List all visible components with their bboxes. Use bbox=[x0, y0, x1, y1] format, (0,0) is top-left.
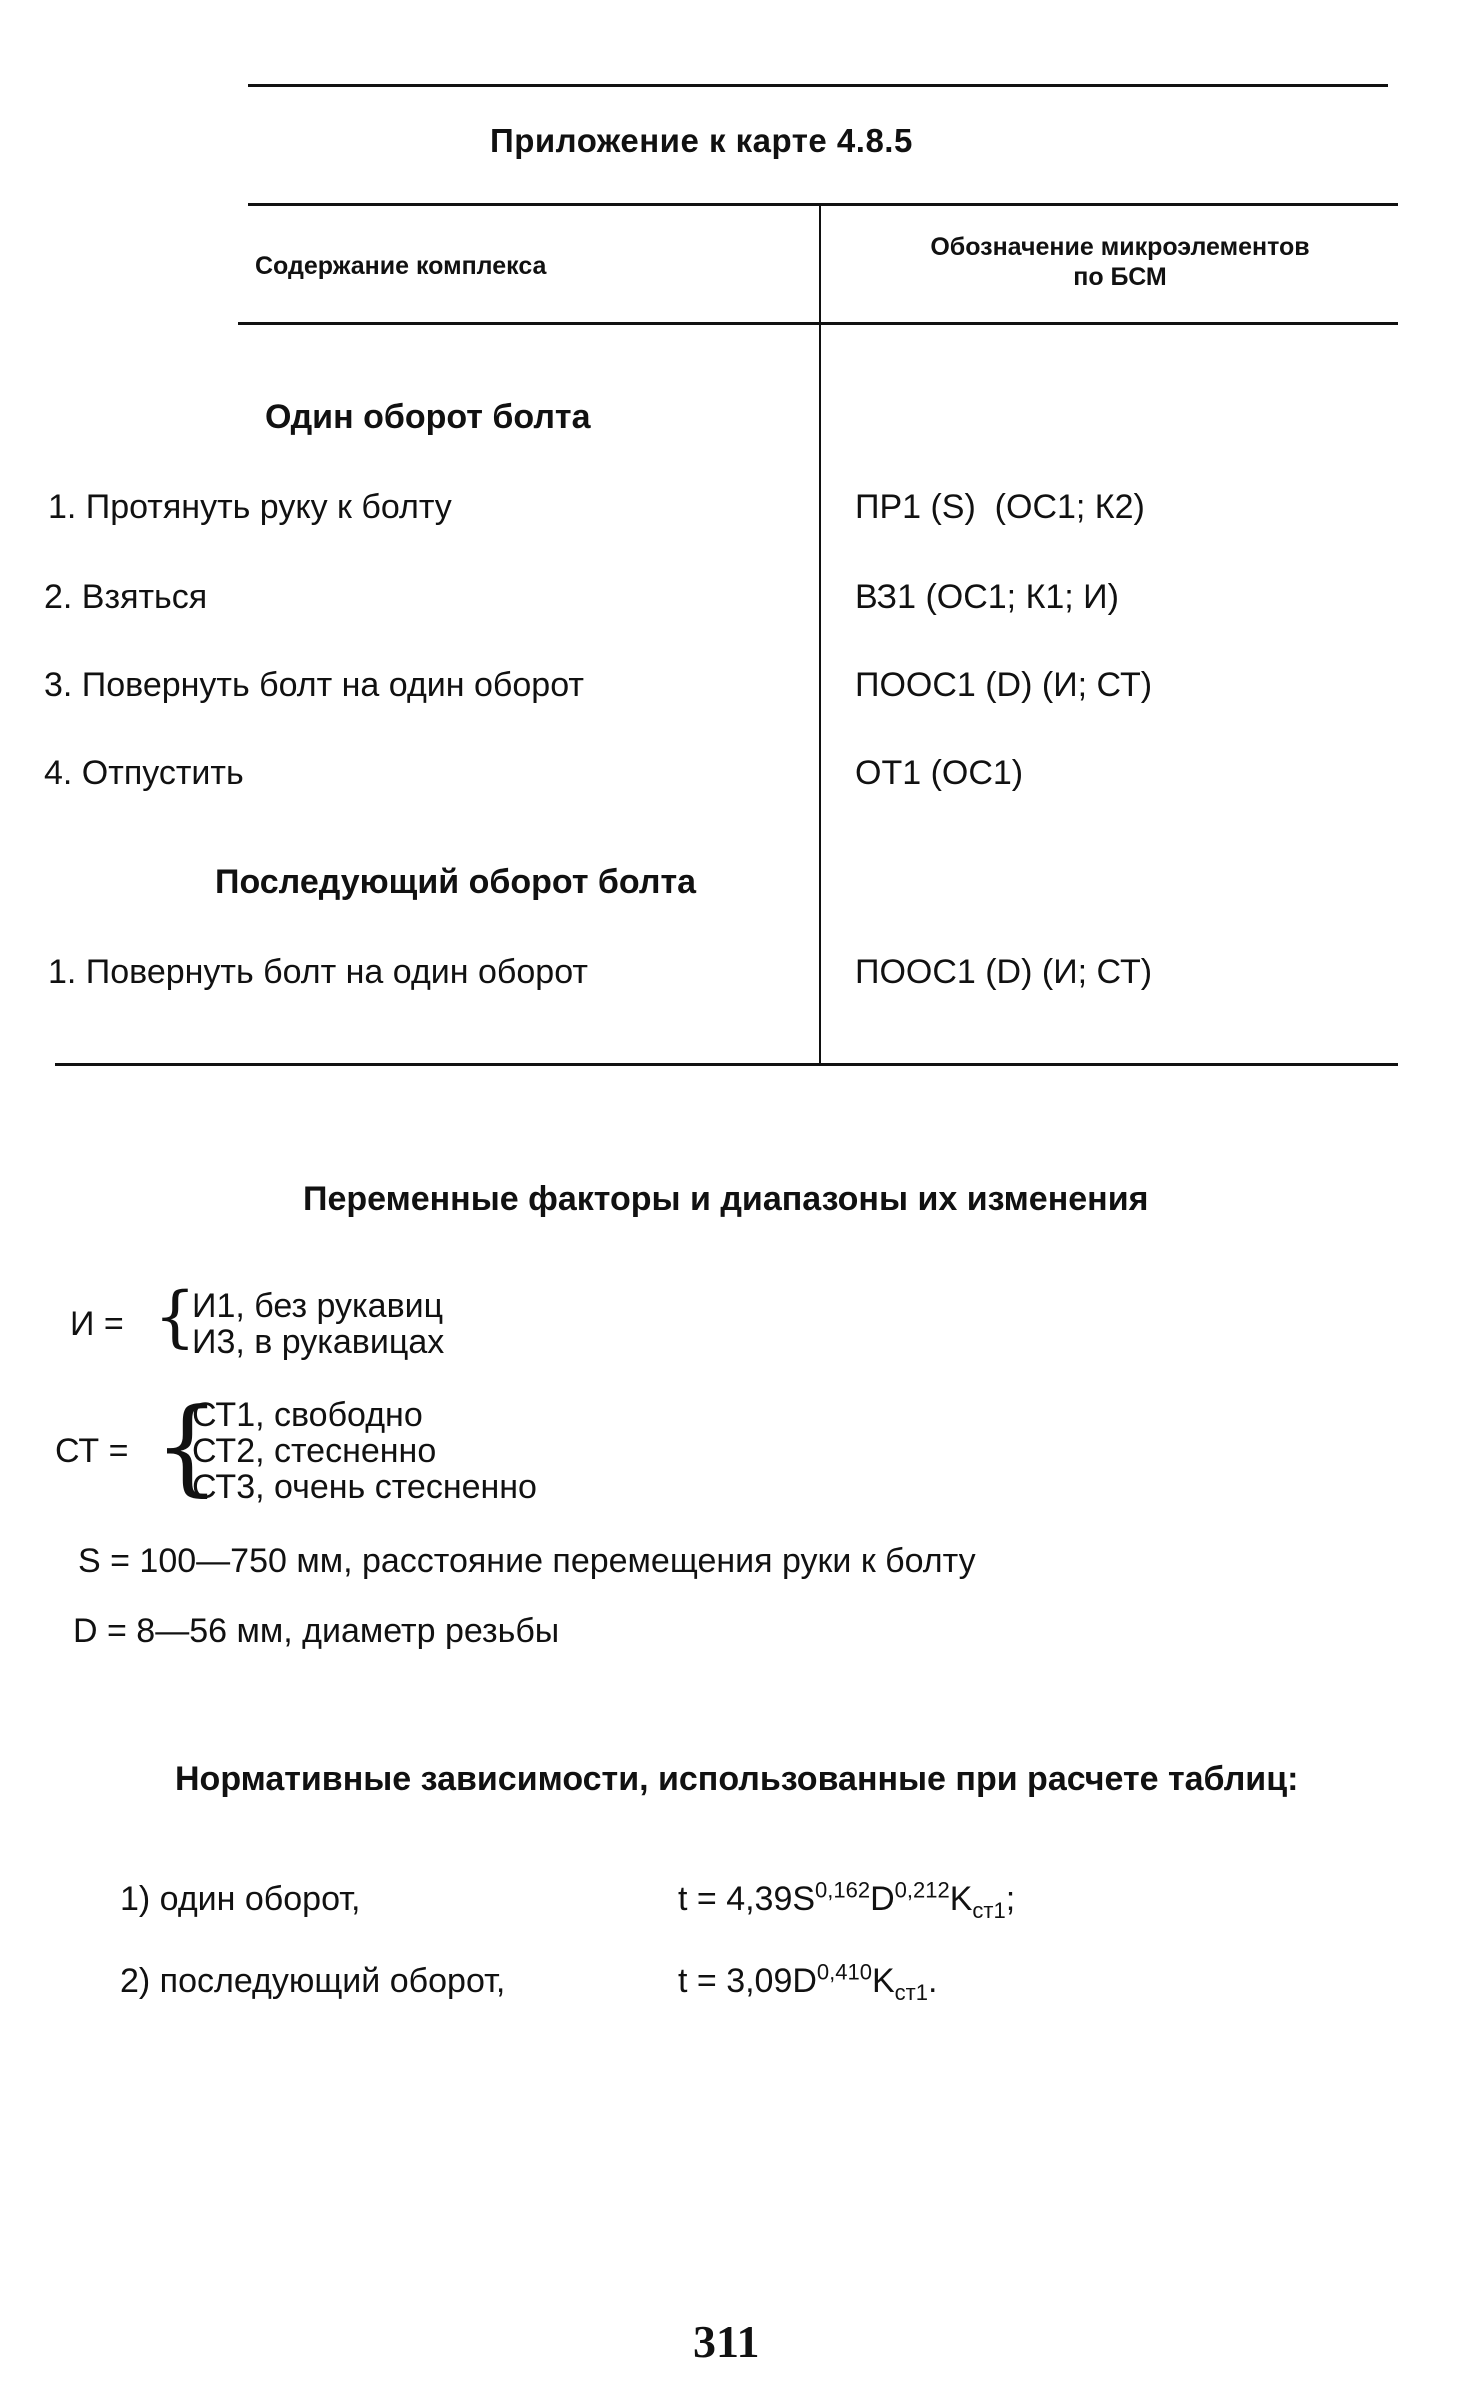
table-row-action: 4. Отпустить bbox=[44, 754, 244, 792]
factors-heading: Переменные факторы и диапазоны их изменения bbox=[303, 1180, 1149, 1218]
factor-i-options bbox=[192, 1288, 444, 1360]
formula-k: K bbox=[949, 1880, 973, 1918]
formula-prefix: t = 4,39S bbox=[678, 1880, 816, 1918]
table-row-code: ПР1 (S) (ОС1; К2) bbox=[855, 488, 1145, 526]
formula-mid: D bbox=[870, 1880, 895, 1918]
brace-icon: { bbox=[154, 1278, 196, 1355]
factor-option: СТ1, свободно bbox=[192, 1396, 423, 1434]
formula-end: . bbox=[927, 1962, 938, 2000]
column-header-designation bbox=[870, 232, 1370, 292]
formula-exponent: 0,410 bbox=[816, 1959, 872, 1985]
normative-formula bbox=[678, 1959, 938, 2005]
formula-prefix: t = 3,09D bbox=[678, 1962, 817, 2000]
formula-end: ; bbox=[1005, 1880, 1016, 1918]
table-header-rule bbox=[238, 322, 1398, 325]
column-header-line-1: Обозначение микроэлементов bbox=[930, 233, 1310, 261]
table-row-action: 3. Повернуть болт на один оборот bbox=[44, 666, 584, 704]
table-row-action: 1. Протянуть руку к болту bbox=[48, 488, 452, 526]
factor-option: И3, в рукавицах bbox=[192, 1323, 445, 1361]
table-top-rule bbox=[248, 203, 1398, 206]
section-heading: Один оборот болта bbox=[265, 398, 591, 436]
normative-label: 2) последующий оборот, bbox=[120, 1962, 506, 2000]
table-column-divider bbox=[819, 205, 821, 1065]
table-row-code: ПООС1 (D) (И; СТ) bbox=[855, 953, 1153, 991]
factor-s: S = 100—750 мм, расстояние перемещения руки к болту bbox=[78, 1542, 976, 1580]
section-heading: Последующий оборот болта bbox=[215, 863, 697, 901]
normative-formula bbox=[678, 1877, 1016, 1923]
factor-option: И1, без рукавиц bbox=[192, 1287, 444, 1325]
table-row-code: ВЗ1 (ОС1; К1; И) bbox=[855, 578, 1119, 616]
factor-i-symbol: И = bbox=[70, 1305, 124, 1343]
formula-k-subscript: ст1 bbox=[894, 1979, 928, 2005]
formula-exponent: 0,212 bbox=[894, 1877, 950, 1903]
brace-icon: { bbox=[154, 1385, 221, 1507]
formula-exponent: 0,162 bbox=[815, 1877, 871, 1903]
table-bottom-rule bbox=[55, 1063, 1398, 1066]
page-title: Приложение к карте 4.8.5 bbox=[490, 122, 913, 159]
factor-option: СТ2, стесненно bbox=[192, 1432, 437, 1470]
table-row-code: ПООС1 (D) (И; СТ) bbox=[855, 666, 1153, 704]
normatives-heading: Нормативные зависимости, использованные при расчете таблиц: bbox=[175, 1760, 1299, 1798]
top-rule bbox=[248, 84, 1388, 87]
table-row-code: ОТ1 (ОС1) bbox=[855, 754, 1024, 792]
formula-k: K bbox=[871, 1962, 895, 2000]
formula-k-subscript: ст1 bbox=[972, 1897, 1006, 1923]
factor-d: D = 8—56 мм, диаметр резьбы bbox=[73, 1612, 560, 1650]
page-number: 311 bbox=[693, 2316, 760, 2367]
factor-st-symbol: СТ = bbox=[55, 1432, 129, 1470]
factor-option: СТ3, очень стесненно bbox=[192, 1468, 537, 1506]
table-row-action: 1. Повернуть болт на один оборот bbox=[48, 953, 588, 991]
factor-st-options bbox=[192, 1397, 537, 1505]
table-row-action: 2. Взяться bbox=[44, 578, 208, 616]
column-header-content: Содержание комплекса bbox=[255, 252, 547, 280]
column-header-line-2: по БСМ bbox=[1073, 263, 1167, 291]
normative-label: 1) один оборот, bbox=[120, 1880, 361, 1918]
